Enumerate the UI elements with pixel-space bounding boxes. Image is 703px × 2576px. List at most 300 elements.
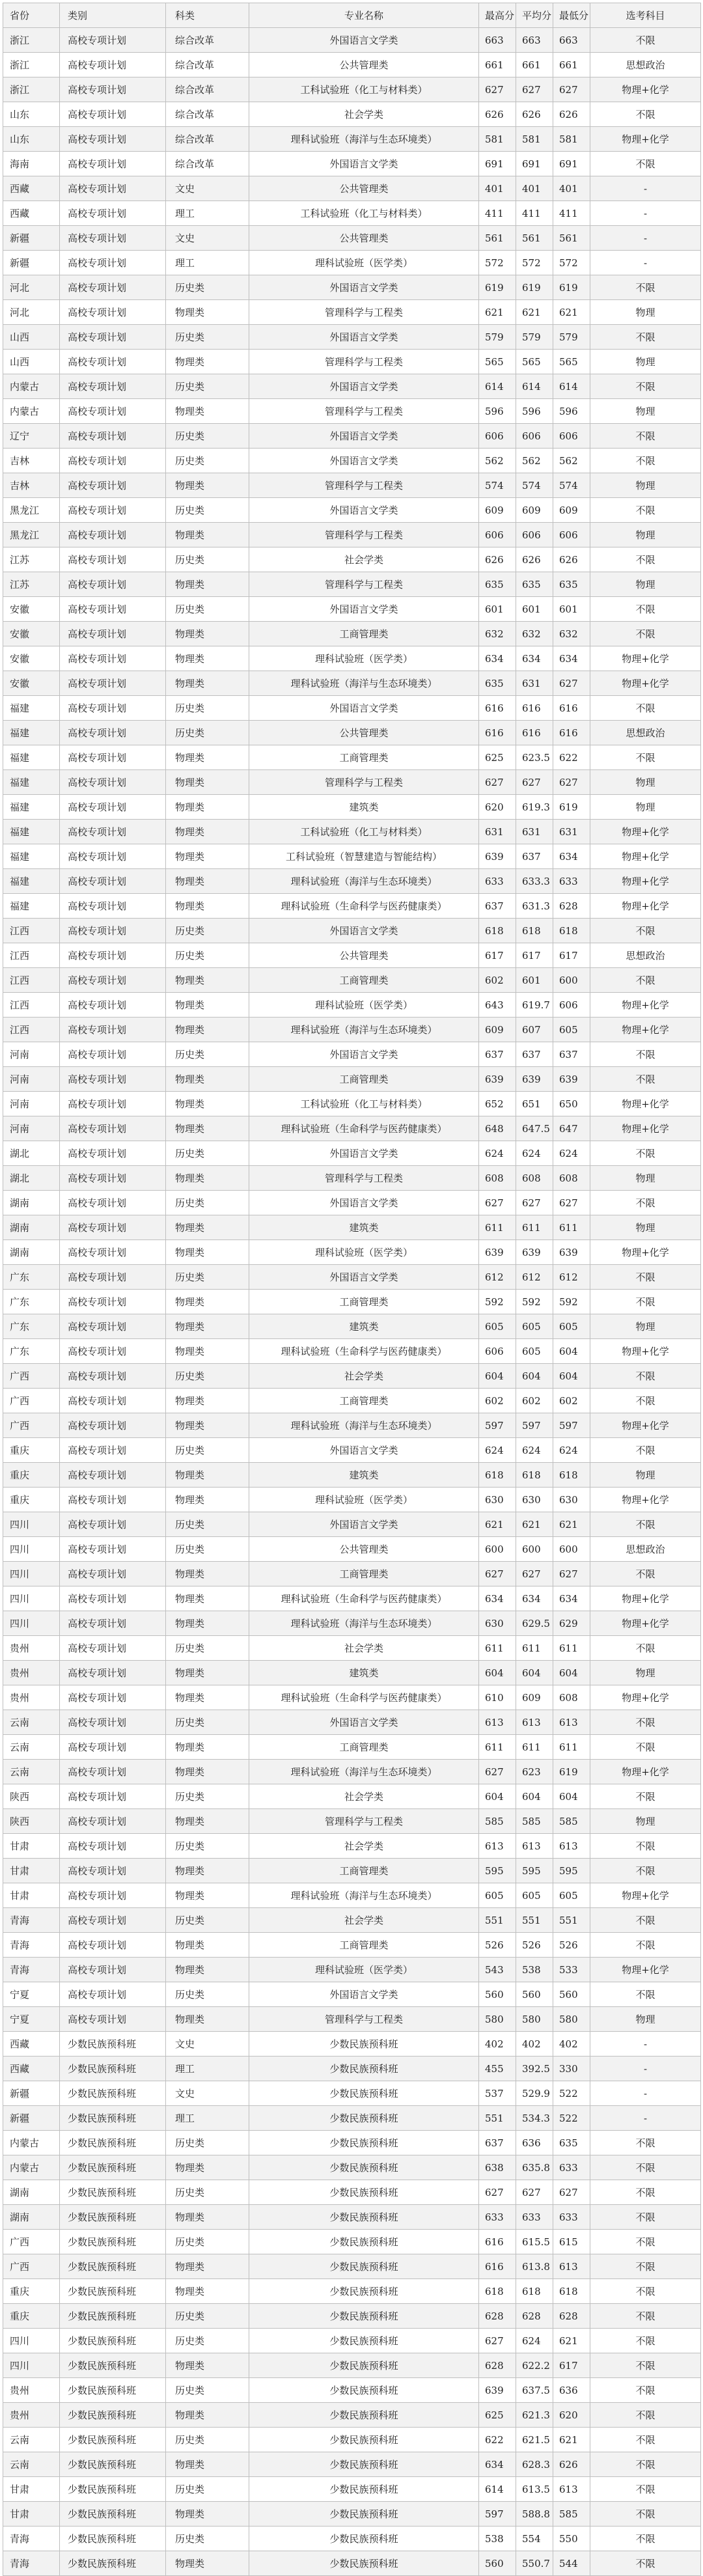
cell-subject-type: 历史类 (166, 721, 249, 745)
cell-category: 高校专项计划 (60, 820, 166, 844)
cell-major-name: 理科试验班（海洋与生态环境类） (249, 1413, 479, 1438)
cell-min-score: 614 (553, 374, 590, 399)
cell-min-score: 601 (553, 597, 590, 622)
cell-max-score: 597 (479, 1413, 516, 1438)
cell-province: 湖南 (3, 2205, 60, 2230)
cell-subject-type: 历史类 (166, 1982, 249, 2007)
cell-required-subjects: 不限 (590, 1982, 701, 2007)
cell-category: 高校专项计划 (60, 449, 166, 473)
cell-max-score: 611 (479, 1735, 516, 1760)
cell-avg-score: 601 (516, 968, 553, 993)
cell-avg-score: 634 (516, 646, 553, 671)
cell-required-subjects: 不限 (590, 1438, 701, 1463)
cell-province: 陕西 (3, 1784, 60, 1809)
cell-subject-type: 历史类 (166, 1364, 249, 1389)
table-row (3, 53, 701, 77)
cell-required-subjects: - (590, 2032, 701, 2057)
cell-province: 贵州 (3, 1636, 60, 1661)
cell-avg-score: 612 (516, 1265, 553, 1290)
cell-category: 高校专项计划 (60, 1042, 166, 1067)
table-row (3, 350, 701, 374)
cell-province: 安徽 (3, 622, 60, 646)
cell-avg-score: 663 (516, 28, 553, 53)
cell-major-name: 工科试验班（智慧建造与智能结构） (249, 844, 479, 869)
cell-major-name: 社会学类 (249, 547, 479, 572)
cell-required-subjects: - (590, 201, 701, 226)
cell-subject-type: 历史类 (166, 1834, 249, 1859)
cell-major-name: 工商管理类 (249, 1067, 479, 1092)
table-row (3, 1265, 701, 1290)
cell-required-subjects: 不限 (590, 1834, 701, 1859)
cell-required-subjects: 不限 (590, 152, 701, 176)
cell-max-score: 565 (479, 350, 516, 374)
cell-major-name: 外国语言文学类 (249, 597, 479, 622)
cell-avg-score: 626 (516, 547, 553, 572)
cell-major-name: 社会学类 (249, 1834, 479, 1859)
cell-subject-type: 历史类 (166, 2527, 249, 2551)
cell-max-score: 618 (479, 1463, 516, 1488)
cell-province: 河北 (3, 300, 60, 325)
cell-min-score: 618 (553, 919, 590, 943)
cell-required-subjects: 物理 (590, 1463, 701, 1488)
cell-province: 甘肃 (3, 1883, 60, 1908)
cell-avg-score: 411 (516, 201, 553, 226)
cell-min-score: 627 (553, 770, 590, 795)
table-row (3, 1290, 701, 1314)
cell-subject-type: 物理类 (166, 968, 249, 993)
cell-province: 广东 (3, 1290, 60, 1314)
cell-min-score: 630 (553, 1488, 590, 1512)
cell-category: 高校专项计划 (60, 251, 166, 275)
cell-min-score: 634 (553, 646, 590, 671)
cell-subject-type: 历史类 (166, 1512, 249, 1537)
cell-province: 内蒙古 (3, 2155, 60, 2180)
cell-min-score: 411 (553, 201, 590, 226)
cell-min-score: 609 (553, 498, 590, 523)
cell-major-name: 理科试验班（医学类） (249, 1240, 479, 1265)
cell-min-score: 561 (553, 226, 590, 251)
cell-major-name: 公共管理类 (249, 226, 479, 251)
cell-province: 甘肃 (3, 2502, 60, 2527)
cell-required-subjects: 不限 (590, 1290, 701, 1314)
cell-min-score: 585 (553, 1809, 590, 1834)
cell-required-subjects: 不限 (590, 28, 701, 53)
cell-min-score: 605 (553, 1018, 590, 1042)
cell-required-subjects: 思想政治 (590, 943, 701, 968)
cell-subject-type: 历史类 (166, 1784, 249, 1809)
table-row (3, 2502, 701, 2527)
cell-category: 高校专项计划 (60, 1141, 166, 1166)
cell-avg-score: 572 (516, 251, 553, 275)
cell-max-score: 633 (479, 2205, 516, 2230)
table-row (3, 1413, 701, 1438)
cell-subject-type: 物理类 (166, 1314, 249, 1339)
cell-max-score: 606 (479, 1339, 516, 1364)
cell-subject-type: 综合改革 (166, 102, 249, 127)
cell-category: 高校专项计划 (60, 1290, 166, 1314)
cell-required-subjects: 不限 (590, 498, 701, 523)
cell-category: 少数民族预科班 (60, 2353, 166, 2378)
cell-subject-type: 物理类 (166, 1488, 249, 1512)
cell-category: 高校专项计划 (60, 597, 166, 622)
cell-subject-type: 综合改革 (166, 77, 249, 102)
cell-max-score: 637 (479, 894, 516, 919)
cell-province: 四川 (3, 1586, 60, 1611)
cell-max-score: 637 (479, 1042, 516, 1067)
cell-province: 内蒙古 (3, 399, 60, 424)
cell-avg-score: 604 (516, 1364, 553, 1389)
table-row (3, 473, 701, 498)
cell-required-subjects: 不限 (590, 597, 701, 622)
cell-category: 高校专项计划 (60, 1067, 166, 1092)
cell-min-score: 627 (553, 1562, 590, 1586)
cell-avg-score: 631 (516, 820, 553, 844)
table-row (3, 646, 701, 671)
cell-min-score: 633 (553, 869, 590, 894)
cell-avg-score: 627 (516, 2180, 553, 2205)
cell-min-score: 600 (553, 968, 590, 993)
table-row (3, 993, 701, 1018)
cell-avg-score: 600 (516, 1537, 553, 1562)
cell-major-name: 管理科学与工程类 (249, 1166, 479, 1191)
cell-avg-score: 621 (516, 300, 553, 325)
cell-subject-type: 物理类 (166, 1586, 249, 1611)
table-row (3, 1562, 701, 1586)
cell-max-score: 604 (479, 1661, 516, 1685)
cell-subject-type: 物理类 (166, 1067, 249, 1092)
cell-max-score: 643 (479, 993, 516, 1018)
cell-max-score: 601 (479, 597, 516, 622)
cell-avg-score: 622.2 (516, 2353, 553, 2378)
cell-subject-type: 物理类 (166, 1092, 249, 1116)
cell-max-score: 617 (479, 943, 516, 968)
cell-avg-score: 647.5 (516, 1116, 553, 1141)
cell-required-subjects: 物理 (590, 1661, 701, 1685)
cell-avg-score: 538 (516, 1958, 553, 1982)
cell-subject-type: 物理类 (166, 523, 249, 547)
cell-category: 高校专项计划 (60, 102, 166, 127)
table-row (3, 1438, 701, 1463)
cell-major-name: 社会学类 (249, 1784, 479, 1809)
cell-subject-type: 理工 (166, 2057, 249, 2081)
cell-major-name: 理科试验班（医学类） (249, 993, 479, 1018)
table-row (3, 1685, 701, 1710)
cell-province: 贵州 (3, 2403, 60, 2428)
cell-major-name: 外国语言文学类 (249, 1710, 479, 1735)
cell-category: 高校专项计划 (60, 993, 166, 1018)
cell-avg-score: 560 (516, 1982, 553, 2007)
table-row (3, 2428, 701, 2452)
cell-category: 高校专项计划 (60, 1982, 166, 2007)
cell-province: 江苏 (3, 547, 60, 572)
table-row (3, 1661, 701, 1685)
cell-required-subjects: 不限 (590, 2502, 701, 2527)
cell-max-score: 625 (479, 2403, 516, 2428)
cell-max-score: 616 (479, 721, 516, 745)
cell-subject-type: 历史类 (166, 1042, 249, 1067)
cell-avg-score: 580 (516, 2007, 553, 2032)
cell-avg-score: 611 (516, 1735, 553, 1760)
cell-subject-type: 物理类 (166, 1859, 249, 1883)
cell-avg-score: 637 (516, 1042, 553, 1067)
cell-required-subjects: 不限 (590, 1512, 701, 1537)
cell-province: 四川 (3, 1512, 60, 1537)
cell-avg-score: 604 (516, 1661, 553, 1685)
cell-max-score: 596 (479, 399, 516, 424)
cell-category: 少数民族预科班 (60, 2032, 166, 2057)
table-row (3, 2205, 701, 2230)
table-row (3, 968, 701, 993)
cell-required-subjects: 不限 (590, 1141, 701, 1166)
table-row (3, 696, 701, 721)
cell-province: 四川 (3, 2353, 60, 2378)
cell-category: 高校专项计划 (60, 1537, 166, 1562)
table-row (3, 251, 701, 275)
cell-subject-type: 物理类 (166, 473, 249, 498)
cell-required-subjects: 物理 (590, 350, 701, 374)
cell-major-name: 工商管理类 (249, 1290, 479, 1314)
cell-min-score: 621 (553, 2428, 590, 2452)
cell-min-score: 595 (553, 1859, 590, 1883)
cell-major-name: 少数民族预科班 (249, 2032, 479, 2057)
cell-max-score: 602 (479, 1389, 516, 1413)
table-row (3, 1067, 701, 1092)
cell-required-subjects: 不限 (590, 1735, 701, 1760)
cell-subject-type: 历史类 (166, 1710, 249, 1735)
cell-required-subjects: 不限 (590, 102, 701, 127)
header-min-score: 最低分 (553, 3, 590, 28)
cell-category: 高校专项计划 (60, 943, 166, 968)
cell-min-score: 605 (553, 1883, 590, 1908)
table-row (3, 399, 701, 424)
cell-province: 云南 (3, 1760, 60, 1784)
cell-avg-score: 691 (516, 152, 553, 176)
table-row (3, 2254, 701, 2279)
cell-max-score: 627 (479, 1760, 516, 1784)
cell-category: 高校专项计划 (60, 201, 166, 226)
cell-required-subjects: - (590, 176, 701, 201)
cell-required-subjects: 物理+化学 (590, 77, 701, 102)
cell-min-score: 661 (553, 53, 590, 77)
cell-required-subjects: 不限 (590, 1859, 701, 1883)
cell-max-score: 401 (479, 176, 516, 201)
cell-required-subjects: 物理+化学 (590, 1611, 701, 1636)
cell-province: 浙江 (3, 53, 60, 77)
cell-avg-score: 627 (516, 1562, 553, 1586)
table-row (3, 325, 701, 350)
cell-subject-type: 物理类 (166, 622, 249, 646)
cell-min-score: 605 (553, 1314, 590, 1339)
cell-avg-score: 602 (516, 1389, 553, 1413)
cell-required-subjects: 物理+化学 (590, 646, 701, 671)
cell-subject-type: 历史类 (166, 498, 249, 523)
cell-subject-type: 历史类 (166, 547, 249, 572)
cell-major-name: 工科试验班（化工与材料类） (249, 1092, 479, 1116)
cell-province: 浙江 (3, 28, 60, 53)
cell-subject-type: 物理类 (166, 770, 249, 795)
cell-avg-score: 597 (516, 1413, 553, 1438)
cell-avg-score: 617 (516, 943, 553, 968)
cell-avg-score: 605 (516, 1883, 553, 1908)
table-row (3, 1834, 701, 1859)
cell-avg-score: 624 (516, 1438, 553, 1463)
cell-required-subjects: 物理+化学 (590, 1240, 701, 1265)
cell-category: 高校专项计划 (60, 2007, 166, 2032)
cell-min-score: 526 (553, 1933, 590, 1958)
cell-province: 广西 (3, 1413, 60, 1438)
cell-required-subjects: 不限 (590, 2428, 701, 2452)
cell-major-name: 管理科学与工程类 (249, 2007, 479, 2032)
cell-avg-score: 618 (516, 919, 553, 943)
cell-max-score: 638 (479, 2155, 516, 2180)
cell-max-score: 605 (479, 1883, 516, 1908)
cell-province: 江西 (3, 1018, 60, 1042)
cell-major-name: 理科试验班（生命科学与医药健康类） (249, 1339, 479, 1364)
cell-avg-score: 639 (516, 1240, 553, 1265)
cell-required-subjects: 不限 (590, 1636, 701, 1661)
cell-major-name: 少数民族预科班 (249, 2428, 479, 2452)
cell-required-subjects: 不限 (590, 374, 701, 399)
table-row (3, 547, 701, 572)
cell-required-subjects: 不限 (590, 622, 701, 646)
cell-avg-score: 636 (516, 2131, 553, 2155)
table-row (3, 2106, 701, 2131)
cell-min-score: 629 (553, 1611, 590, 1636)
cell-avg-score: 615.5 (516, 2230, 553, 2254)
cell-province: 江西 (3, 919, 60, 943)
cell-required-subjects: 不限 (590, 2155, 701, 2180)
cell-avg-score: 624 (516, 2329, 553, 2353)
cell-max-score: 661 (479, 53, 516, 77)
cell-required-subjects: 不限 (590, 2477, 701, 2502)
cell-category: 高校专项计划 (60, 696, 166, 721)
cell-major-name: 公共管理类 (249, 721, 479, 745)
cell-province: 福建 (3, 795, 60, 820)
cell-subject-type: 综合改革 (166, 28, 249, 53)
cell-min-score: 627 (553, 671, 590, 696)
cell-category: 少数民族预科班 (60, 2155, 166, 2180)
cell-subject-type: 历史类 (166, 1636, 249, 1661)
cell-province: 重庆 (3, 1488, 60, 1512)
cell-min-score: 617 (553, 2353, 590, 2378)
table-row (3, 1710, 701, 1735)
cell-max-score: 606 (479, 424, 516, 449)
cell-subject-type: 物理类 (166, 1389, 249, 1413)
cell-avg-score: 632 (516, 622, 553, 646)
cell-major-name: 工商管理类 (249, 1933, 479, 1958)
cell-category: 高校专项计划 (60, 646, 166, 671)
cell-province: 贵州 (3, 1661, 60, 1685)
cell-max-score: 627 (479, 770, 516, 795)
cell-province: 新疆 (3, 2081, 60, 2106)
cell-subject-type: 物理类 (166, 1215, 249, 1240)
cell-required-subjects: 不限 (590, 325, 701, 350)
cell-major-name: 少数民族预科班 (249, 2279, 479, 2304)
cell-province: 甘肃 (3, 1834, 60, 1859)
cell-avg-score: 633.3 (516, 869, 553, 894)
cell-required-subjects: 不限 (590, 275, 701, 300)
cell-avg-score: 526 (516, 1933, 553, 1958)
cell-category: 高校专项计划 (60, 176, 166, 201)
cell-category: 高校专项计划 (60, 424, 166, 449)
table-row (3, 152, 701, 176)
cell-province: 河南 (3, 1067, 60, 1092)
table-row (3, 1933, 701, 1958)
cell-required-subjects: 物理+化学 (590, 671, 701, 696)
cell-required-subjects: 不限 (590, 919, 701, 943)
cell-max-score: 560 (479, 1982, 516, 2007)
cell-category: 高校专项计划 (60, 473, 166, 498)
cell-avg-score: 565 (516, 350, 553, 374)
cell-major-name: 管理科学与工程类 (249, 572, 479, 597)
cell-category: 高校专项计划 (60, 325, 166, 350)
cell-major-name: 少数民族预科班 (249, 2304, 479, 2329)
cell-avg-score: 614 (516, 374, 553, 399)
cell-min-score: 544 (553, 2551, 590, 2576)
cell-province: 新疆 (3, 226, 60, 251)
cell-max-score: 551 (479, 1908, 516, 1933)
cell-subject-type: 物理类 (166, 2551, 249, 2576)
cell-subject-type: 物理类 (166, 1933, 249, 1958)
cell-major-name: 少数民族预科班 (249, 2057, 479, 2081)
cell-major-name: 管理科学与工程类 (249, 1809, 479, 1834)
cell-category: 高校专项计划 (60, 226, 166, 251)
table-row (3, 894, 701, 919)
header-category: 类别 (60, 3, 166, 28)
cell-max-score: 621 (479, 1512, 516, 1537)
cell-min-score: 585 (553, 2502, 590, 2527)
cell-major-name: 少数民族预科班 (249, 2378, 479, 2403)
cell-max-score: 627 (479, 2329, 516, 2353)
cell-max-score: 652 (479, 1092, 516, 1116)
cell-min-score: 691 (553, 152, 590, 176)
cell-category: 高校专项计划 (60, 1611, 166, 1636)
cell-province: 内蒙古 (3, 374, 60, 399)
cell-avg-score: 618 (516, 1463, 553, 1488)
cell-category: 高校专项计划 (60, 1958, 166, 1982)
table-row (3, 622, 701, 646)
cell-required-subjects: 不限 (590, 2329, 701, 2353)
table-row (3, 300, 701, 325)
cell-category: 高校专项计划 (60, 1512, 166, 1537)
cell-major-name: 社会学类 (249, 1364, 479, 1389)
cell-major-name: 理科试验班（医学类） (249, 646, 479, 671)
cell-subject-type: 物理类 (166, 646, 249, 671)
cell-avg-score: 585 (516, 1809, 553, 1834)
cell-avg-score: 574 (516, 473, 553, 498)
cell-major-name: 工商管理类 (249, 968, 479, 993)
table-row (3, 424, 701, 449)
cell-avg-score: 621.3 (516, 2403, 553, 2428)
cell-required-subjects: 不限 (590, 1562, 701, 1586)
cell-required-subjects: 物理 (590, 1314, 701, 1339)
cell-subject-type: 理工 (166, 201, 249, 226)
cell-category: 少数民族预科班 (60, 2057, 166, 2081)
cell-max-score: 621 (479, 300, 516, 325)
cell-province: 四川 (3, 1611, 60, 1636)
cell-major-name: 外国语言文学类 (249, 1982, 479, 2007)
cell-major-name: 少数民族预科班 (249, 2254, 479, 2279)
cell-min-score: 615 (553, 2230, 590, 2254)
cell-province: 山东 (3, 102, 60, 127)
cell-major-name: 理科试验班（医学类） (249, 251, 479, 275)
cell-province: 云南 (3, 1710, 60, 1735)
table-row (3, 770, 701, 795)
cell-category: 高校专项计划 (60, 1339, 166, 1364)
cell-category: 少数民族预科班 (60, 2428, 166, 2452)
cell-min-score: 572 (553, 251, 590, 275)
cell-max-score: 625 (479, 745, 516, 770)
